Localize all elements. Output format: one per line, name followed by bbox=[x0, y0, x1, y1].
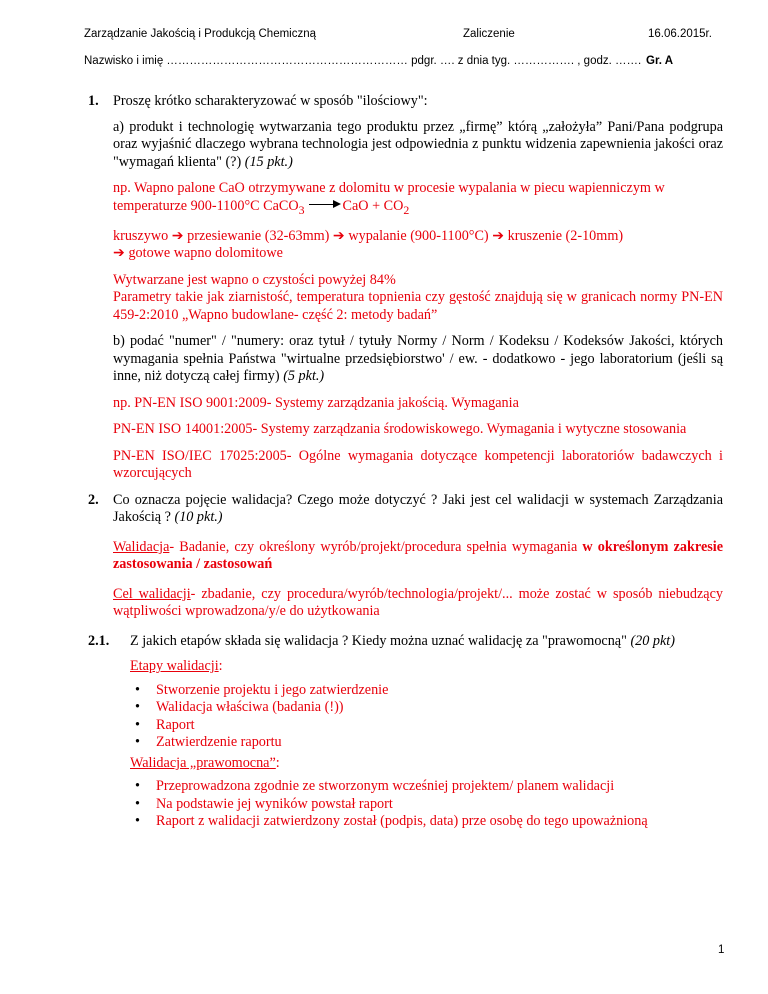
definition-emphasis: w określonym zakresie zastosowania / zastosowań bbox=[113, 538, 724, 573]
term: Cel walidacji bbox=[113, 585, 191, 602]
answer-line: Parametry takie jak ziarnistość, temperatura topnienia czy gęstość znajdują się w granicach normy PN-EN 459-2:2010 „Wapno budowlane- część 2: metody badań” bbox=[113, 289, 723, 323]
arrow-right-icon: ➔ bbox=[113, 245, 125, 262]
header-name-line: Nazwisko i imię ……………………………………………………… pdgr. …. z dnia tyg. ……………. , godz. ……. bbox=[84, 55, 642, 67]
list-item bbox=[130, 778, 723, 796]
question-2 bbox=[88, 492, 723, 527]
stages-list bbox=[130, 682, 723, 752]
term: Walidacja bbox=[113, 538, 170, 555]
question-1b-text: b) podać "numer" / "numery: oraz tytuł / tytuły Normy / Norm / Kodeksu / Kodeksów Jakości, których wymagania spełnia Państwa "wirtualne przedsiębiorstwo' / ew. - dodatkowo - jego laboratorium (jeśli są inne, niż dotyczą całej firmy) bbox=[113, 333, 723, 385]
header-group: Gr. A bbox=[646, 55, 674, 67]
bullet-icon: • bbox=[135, 813, 140, 830]
points: (5 pkt.) bbox=[283, 368, 325, 385]
document-body bbox=[88, 93, 723, 834]
list-item-text: Na podstawie jej wyników powstał raport bbox=[156, 795, 393, 812]
arrow-right-icon: ➔ bbox=[332, 227, 345, 244]
question-1a bbox=[113, 119, 723, 172]
bullet-icon: • bbox=[135, 699, 140, 716]
bullet-icon: • bbox=[135, 795, 140, 812]
answer-line: Wytwarzane jest wapno o czystości powyżej 84% bbox=[113, 271, 396, 288]
points: (15 pkt.) bbox=[244, 153, 293, 170]
answer-norm: PN-EN ISO/IEC 17025:2005- Ogólne wymagania dotyczące kompetencji laboratoriów badawczych i wzorcujących bbox=[113, 447, 723, 482]
points: (20 pkt) bbox=[630, 632, 675, 649]
flow-step: przesiewanie (32-63mm) bbox=[187, 227, 330, 244]
header-course: Zarządzanie Jakością i Produkcją Chemiczną bbox=[84, 28, 317, 40]
answer-norm: np. PN-EN ISO 9001:2009- Systemy zarządzania jakością. Wymagania bbox=[113, 394, 519, 411]
bullet-icon: • bbox=[135, 734, 140, 751]
question-text: Proszę krótko scharakteryzować w sposób "ilościowy": bbox=[113, 93, 428, 109]
list-item-text: Przeprowadzona zgodnie ze stworzonym wcześniej projektem/ planem walidacji bbox=[156, 778, 615, 795]
answer-norm: PN-EN ISO 14001:2005- Systemy zarządzania środowiskowego. Wymagania i wytyczne stosowania bbox=[113, 421, 687, 438]
question-number: 2. bbox=[88, 491, 99, 508]
question-number: 1. bbox=[88, 93, 99, 109]
stages-label-text: Etapy walidacji bbox=[130, 658, 219, 675]
list-item bbox=[130, 682, 723, 700]
arrow-right-icon: ➔ bbox=[171, 227, 184, 244]
valid-label bbox=[130, 755, 723, 773]
bullet-icon: • bbox=[135, 778, 140, 795]
list-item bbox=[130, 796, 723, 814]
answer-reaction bbox=[113, 198, 723, 219]
question-number: 2.1. bbox=[88, 632, 110, 649]
answer-2-definition bbox=[113, 539, 723, 574]
list-item bbox=[130, 717, 723, 735]
goal-text: - zbadanie, czy procedura/wyrób/technologia/projekt/... może zostać w sposób niebudzący wątpliwości wprowadzona/y/e do użytkowania bbox=[113, 585, 723, 620]
definition-text: - Badanie, czy określony wyrób/projekt/procedura spełnia wymagania bbox=[169, 538, 583, 555]
subscript: 3 bbox=[298, 202, 305, 217]
header-date: 16.06.2015r. bbox=[648, 28, 712, 40]
list-item-text: Raport bbox=[156, 716, 195, 733]
question-1 bbox=[88, 93, 723, 111]
answer-line: np. Wapno palone CaO otrzymywane z dolomitu w procesie wypalania w piecu wapienniczym w bbox=[113, 180, 665, 196]
colon: : bbox=[275, 754, 280, 771]
page-number: 1 bbox=[718, 944, 725, 956]
list-item bbox=[130, 813, 723, 831]
reaction-products: CaO + CO bbox=[342, 197, 404, 214]
reaction-substrate: temperaturze 900-1100°C CaCO bbox=[113, 197, 299, 214]
list-item-text: Zatwierdzenie raportu bbox=[156, 734, 282, 751]
stages-label bbox=[130, 658, 723, 676]
answer-1a-flow bbox=[113, 228, 723, 263]
answer-1a-process bbox=[113, 180, 723, 219]
answer-2-goal bbox=[113, 586, 723, 621]
flow-step: gotowe wapno dolomitowe bbox=[128, 245, 283, 262]
valid-list bbox=[130, 778, 723, 831]
flow-step: kruszywo bbox=[113, 227, 169, 244]
points: (10 pkt.) bbox=[174, 509, 223, 526]
answer-1a-quality bbox=[113, 272, 723, 325]
list-item-text: Walidacja właściwa (badania (!)) bbox=[156, 699, 344, 716]
reaction-arrow-icon bbox=[307, 200, 341, 210]
subscript: 2 bbox=[403, 202, 410, 217]
list-item-text: Raport z walidacji zatwierdzony został (podpis, data) prze osobę do tego upoważnioną bbox=[156, 813, 648, 830]
question-text: Z jakich etapów składa się walidacja ? Kiedy można uznać walidację za "prawomocną" bbox=[130, 632, 627, 649]
flow-step: kruszenie (2-10mm) bbox=[507, 227, 624, 244]
valid-label-text: Walidacja „prawomocna” bbox=[130, 754, 276, 771]
bullet-icon: • bbox=[135, 716, 140, 733]
colon: : bbox=[218, 658, 223, 675]
list-item bbox=[130, 699, 723, 717]
header-exam: Zaliczenie bbox=[463, 28, 515, 40]
arrow-right-icon: ➔ bbox=[492, 227, 505, 244]
list-item bbox=[130, 734, 723, 752]
question-2-1 bbox=[88, 633, 723, 651]
flow-step: wypalanie (900-1100°C) bbox=[348, 227, 489, 244]
question-text: Co oznacza pojęcie walidacja? Czego może dotyczyć ? Jaki jest cel walidacji w systemach Zarządzania Jakością ? bbox=[113, 491, 723, 526]
list-item-text: Stworzenie projektu i jego zatwierdzenie bbox=[156, 681, 389, 698]
bullet-icon: • bbox=[135, 681, 140, 698]
question-1b bbox=[113, 333, 723, 386]
question-1a-text: a) produkt i technologię wytwarzania tego produktu przez „firmę” którą „założyła” Pani/Pana podgrupa oraz wyjaśnić dlaczego wybrana technologia jest odpowiednia z punktu widzenia zapewnienia jakości oraz "wymagań klienta" (?) bbox=[113, 118, 723, 170]
